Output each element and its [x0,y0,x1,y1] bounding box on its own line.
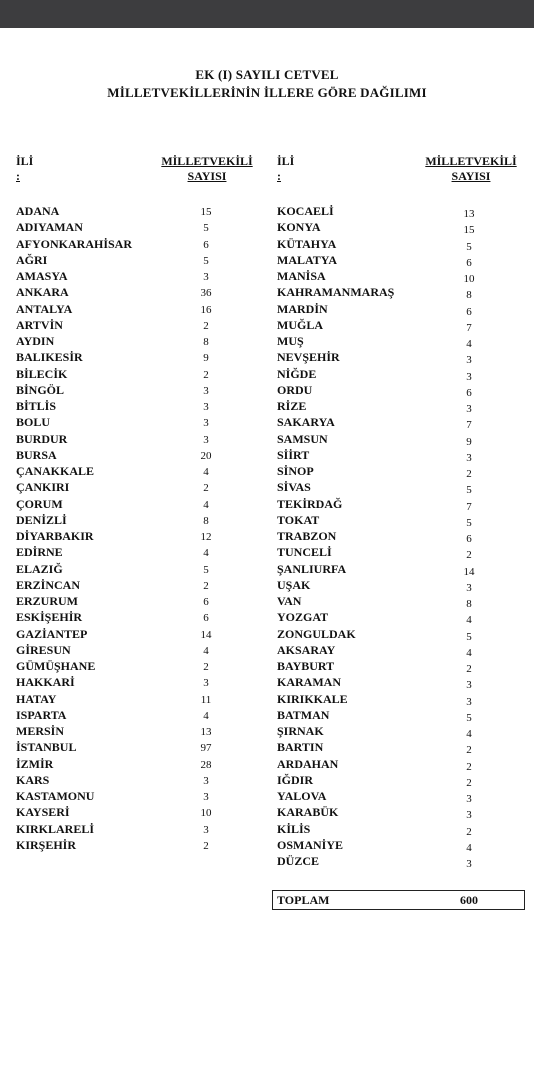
province-name: BİNGÖL [16,382,65,397]
province-name: ANTALYA [16,301,73,316]
province-name: ELAZIĞ [16,561,63,576]
deputy-count: 5 [203,563,209,576]
province-name: ÇORUM [16,496,63,511]
province-name: ŞIRNAK [277,724,324,738]
province-name: MANİSA [277,269,326,283]
table-row [277,609,525,625]
table-row [16,203,256,219]
il-colon: : [16,169,20,183]
table-row [277,626,525,642]
table-row [16,219,256,235]
province-name: AFYONKARAHİSAR [16,236,133,251]
province-name: BURSA [16,447,57,462]
table-row [16,707,256,723]
top-bar [0,0,534,28]
table-row [277,577,525,593]
deputy-count: 3 [203,417,209,430]
province-name: KIRKLARELİ [16,821,95,836]
province-name: DİYARBAKIR [16,529,94,543]
province-name: NEVŞEHİR [277,350,340,365]
deputy-count: 2 [466,760,472,773]
province-name: KONYA [277,220,321,235]
province-name: KARS [16,772,50,787]
deputy-count: 6 [203,612,209,625]
table-row [277,414,525,430]
table-row [277,853,525,869]
deputy-count: 3 [203,677,209,690]
table-row [16,479,256,495]
deputy-count: 5 [466,711,472,724]
province-name: BALIKESİR [16,350,83,365]
document-title: EK (I) SAYILI CETVEL [195,67,339,82]
province-name: DÜZCE [277,854,320,868]
deputy-count: 3 [203,384,209,397]
deputy-count: 5 [466,630,472,643]
province-name: MUŞ [277,334,304,348]
province-name: YALOVA [277,789,327,803]
province-name: KARAMAN [277,675,341,690]
deputy-count: 2 [203,368,209,381]
deputy-count: 16 [200,303,212,316]
deputy-count: 6 [203,238,209,251]
table-row [277,366,525,382]
province-name: KIRŞEHİR [16,837,77,852]
table-row [16,593,256,609]
province-name: GÜMÜŞHANE [16,659,96,673]
total-value: 600 [460,893,478,907]
deputy-count: 13 [463,208,475,220]
province-name: BOLU [16,415,51,430]
table-row [16,772,256,788]
table-row [277,658,525,674]
deputy-count: 8 [203,336,209,348]
province-name: İSTANBUL [16,740,77,755]
table-row [277,804,525,820]
table-row [277,642,525,658]
table-row [16,577,256,593]
table-row [16,284,256,300]
province-name: IĞDIR [277,772,314,787]
deputy-count: 7 [466,419,472,432]
mv-label: MİLLETVEKİLİ [425,154,517,168]
table-row [277,561,525,577]
table-row [277,788,525,804]
deputy-count: 3 [466,858,472,870]
province-name: ARDAHAN [277,756,339,771]
deputy-count: 3 [203,401,209,413]
province-name: KİLİS [277,821,311,836]
deputy-count: 2 [203,319,209,332]
table-row [277,821,525,837]
deputy-count: 2 [466,663,472,675]
deputy-count: 2 [466,776,472,789]
deputy-count: 14 [463,565,475,578]
table-row [16,739,256,755]
table-row [277,723,525,739]
table-row [277,349,525,365]
table-row [277,739,525,755]
table-row [277,707,525,723]
table-row [16,788,256,804]
deputy-count: 3 [203,433,209,446]
province-name: ŞANLIURFA [277,561,347,576]
column-header-sayi-left [155,154,259,184]
deputy-count: 6 [466,305,472,318]
deputy-count: 5 [466,516,472,529]
table-row [16,366,256,382]
province-name: KOCAELİ [277,204,334,218]
table-row [277,837,525,853]
table-row [277,333,525,349]
province-name: ÇANKIRI [16,480,70,495]
table-row [16,414,256,430]
province-name: BARTIN [277,740,324,755]
table-row [277,317,525,333]
table-row [16,804,256,820]
province-name: ISPARTA [16,707,67,722]
deputy-count: 4 [203,466,209,478]
deputy-count: 4 [466,614,472,627]
table-row [16,609,256,625]
deputy-count: 5 [466,240,472,253]
table-row [277,512,525,528]
deputy-count: 6 [466,533,472,545]
total-box [272,890,525,910]
deputy-count: 5 [203,254,209,267]
total-label: TOPLAM [277,893,330,907]
province-name: SİVAS [277,480,311,495]
deputy-count: 12 [200,531,212,543]
table-row [277,431,525,447]
province-name: ERZİNCAN [16,577,81,592]
table-row [16,544,256,560]
deputy-count: 13 [200,726,212,738]
province-name: YOZGAT [277,610,329,625]
province-name: ESKİŞEHİR [16,610,83,625]
deputy-count: 2 [466,549,472,562]
table-row [16,349,256,365]
province-list-left [16,203,256,853]
deputy-count: 2 [203,839,209,852]
province-name: ADANA [16,204,60,218]
table-row [277,447,525,463]
deputy-count: 9 [466,435,472,448]
province-name: DENİZLİ [16,512,67,527]
deputy-count: 2 [203,482,209,495]
deputy-count: 4 [203,547,209,560]
province-name: HATAY [16,691,57,706]
column-header-sayi-right [418,154,524,184]
table-row [16,626,256,642]
deputy-count: 3 [466,403,472,415]
table-row [16,642,256,658]
province-name: ARTVİN [16,317,63,332]
deputy-count: 3 [466,370,472,383]
deputy-count: 2 [466,468,472,480]
table-row [277,398,525,414]
table-row [16,674,256,690]
table-row [277,382,525,398]
province-name: İZMİR [16,756,54,771]
province-name: EDİRNE [16,545,63,560]
table-row [277,236,525,252]
deputy-count: 3 [466,354,472,367]
deputy-count: 28 [200,758,212,771]
deputy-count: 3 [466,809,472,822]
province-name: TOKAT [277,512,320,527]
deputy-count: 6 [466,386,472,399]
table-row [16,333,256,349]
deputy-count: 7 [466,500,472,513]
province-name: TUNCELİ [277,545,332,560]
table-row [16,756,256,772]
table-row [277,268,525,284]
province-name: AMASYA [16,269,68,283]
deputy-count: 7 [466,321,472,334]
province-name: HAKKARİ [16,675,75,690]
table-row [16,496,256,512]
table-row [16,723,256,739]
deputy-count: 3 [466,451,472,464]
province-name: MERSİN [16,724,65,738]
table-row [16,317,256,333]
table-row [16,837,256,853]
province-name: MARDİN [277,301,328,316]
deputy-count: 3 [466,679,472,692]
province-name: ANKARA [16,285,69,300]
table-row [16,821,256,837]
deputy-count: 3 [203,774,209,787]
table-row [16,252,256,268]
province-name: BİLECİK [16,366,68,381]
deputy-count: 8 [466,289,472,302]
province-name: BURDUR [16,431,68,446]
table-row [16,268,256,284]
deputy-count: 4 [466,338,472,350]
deputy-count: 5 [466,484,472,497]
il-label: İLİ [277,154,295,168]
province-name: KÜTAHYA [277,236,337,251]
table-row [277,284,525,300]
province-name: VAN [277,594,302,608]
province-name: BATMAN [277,707,330,722]
table-row [277,479,525,495]
table-row [16,463,256,479]
province-name: KAHRAMANMARAŞ [277,285,395,300]
province-name: KIRIKKALE [277,691,348,706]
deputy-count: 10 [200,807,212,820]
table-row [277,219,525,235]
deputy-count: 4 [466,646,472,659]
province-name: SAMSUN [277,431,328,446]
deputy-count: 4 [466,728,472,740]
deputy-count: 4 [203,644,209,657]
mv-label: MİLLETVEKİLİ [161,154,253,168]
deputy-count: 9 [203,352,209,365]
table-row [16,658,256,674]
province-name: GAZİANTEP [16,626,88,641]
deputy-count: 8 [466,598,472,610]
province-name: SİNOP [277,464,314,478]
column-header-il-right [277,154,294,184]
province-name: ADIYAMAN [16,220,83,235]
deputy-count: 2 [203,579,209,592]
province-name: OSMANİYE [277,837,344,852]
province-name: NİĞDE [277,366,317,381]
table-row [277,674,525,690]
province-name: SİİRT [277,447,310,462]
province-name: BAYBURT [277,659,335,673]
deputy-count: 3 [466,581,472,594]
table-row [16,561,256,577]
table-row [277,496,525,512]
deputy-count: 2 [466,744,472,757]
province-name: RİZE [277,399,307,413]
province-name: ORDU [277,382,313,397]
table-row [277,756,525,772]
table-row [277,772,525,788]
deputy-count: 3 [203,823,209,836]
table-row [16,301,256,317]
province-name: UŞAK [277,577,311,592]
deputy-count: 4 [203,498,209,511]
table-row [277,691,525,707]
deputy-count: 36 [200,287,212,300]
table-row [16,691,256,707]
il-colon: : [277,169,281,183]
deputy-count: 4 [203,709,209,722]
province-name: TRABZON [277,529,337,543]
deputy-count: 8 [203,514,209,527]
table-row [16,447,256,463]
province-name: ÇANAKKALE [16,464,95,478]
deputy-count: 4 [466,841,472,854]
deputy-count: 97 [200,742,212,755]
table-row [16,382,256,398]
deputy-count: 14 [200,628,212,641]
table-row [277,528,525,544]
table-row [16,398,256,414]
sayi-label: SAYISI [187,169,227,183]
table-row [277,203,525,219]
deputy-count: 3 [466,695,472,708]
deputy-count: 6 [203,596,209,608]
province-name: ZONGULDAK [277,626,356,641]
table-row [277,301,525,317]
province-list-right [277,203,525,869]
deputy-count: 3 [203,791,209,803]
province-name: SAKARYA [277,415,335,430]
deputy-count: 15 [200,206,212,218]
deputy-count: 3 [203,271,209,283]
province-name: KARABÜK [277,805,339,820]
province-name: AĞRI [16,252,48,267]
document-subtitle: MİLLETVEKİLLERİNİN İLLERE GÖRE DAĞILIMI [107,85,427,100]
deputy-count: 5 [203,222,209,235]
province-name: KASTAMONU [16,789,95,803]
deputy-count: 15 [463,224,475,237]
deputy-count: 6 [466,256,472,269]
table-row [277,463,525,479]
deputy-count: 20 [200,449,212,462]
deputy-count: 3 [466,793,472,805]
table-row [16,236,256,252]
province-name: GİRESUN [16,642,71,657]
table-row [277,593,525,609]
province-name: MUĞLA [277,317,323,332]
province-name: AKSARAY [277,642,336,657]
column-header-il-left [16,154,33,184]
province-name: KAYSERİ [16,805,70,820]
province-name: TEKİRDAĞ [277,496,343,511]
table-row [16,512,256,528]
table-row [277,544,525,560]
province-name: BİTLİS [16,399,57,413]
deputy-count: 2 [466,825,472,838]
table-row [277,252,525,268]
province-name: ERZURUM [16,594,78,608]
table-row [16,528,256,544]
deputy-count: 11 [200,693,212,706]
table-row [16,431,256,447]
il-label: İLİ [16,154,34,168]
province-name: AYDIN [16,334,55,348]
sayi-label: SAYISI [451,169,491,183]
deputy-count: 2 [203,661,209,673]
province-name: MALATYA [277,252,338,267]
deputy-count: 10 [463,273,475,285]
